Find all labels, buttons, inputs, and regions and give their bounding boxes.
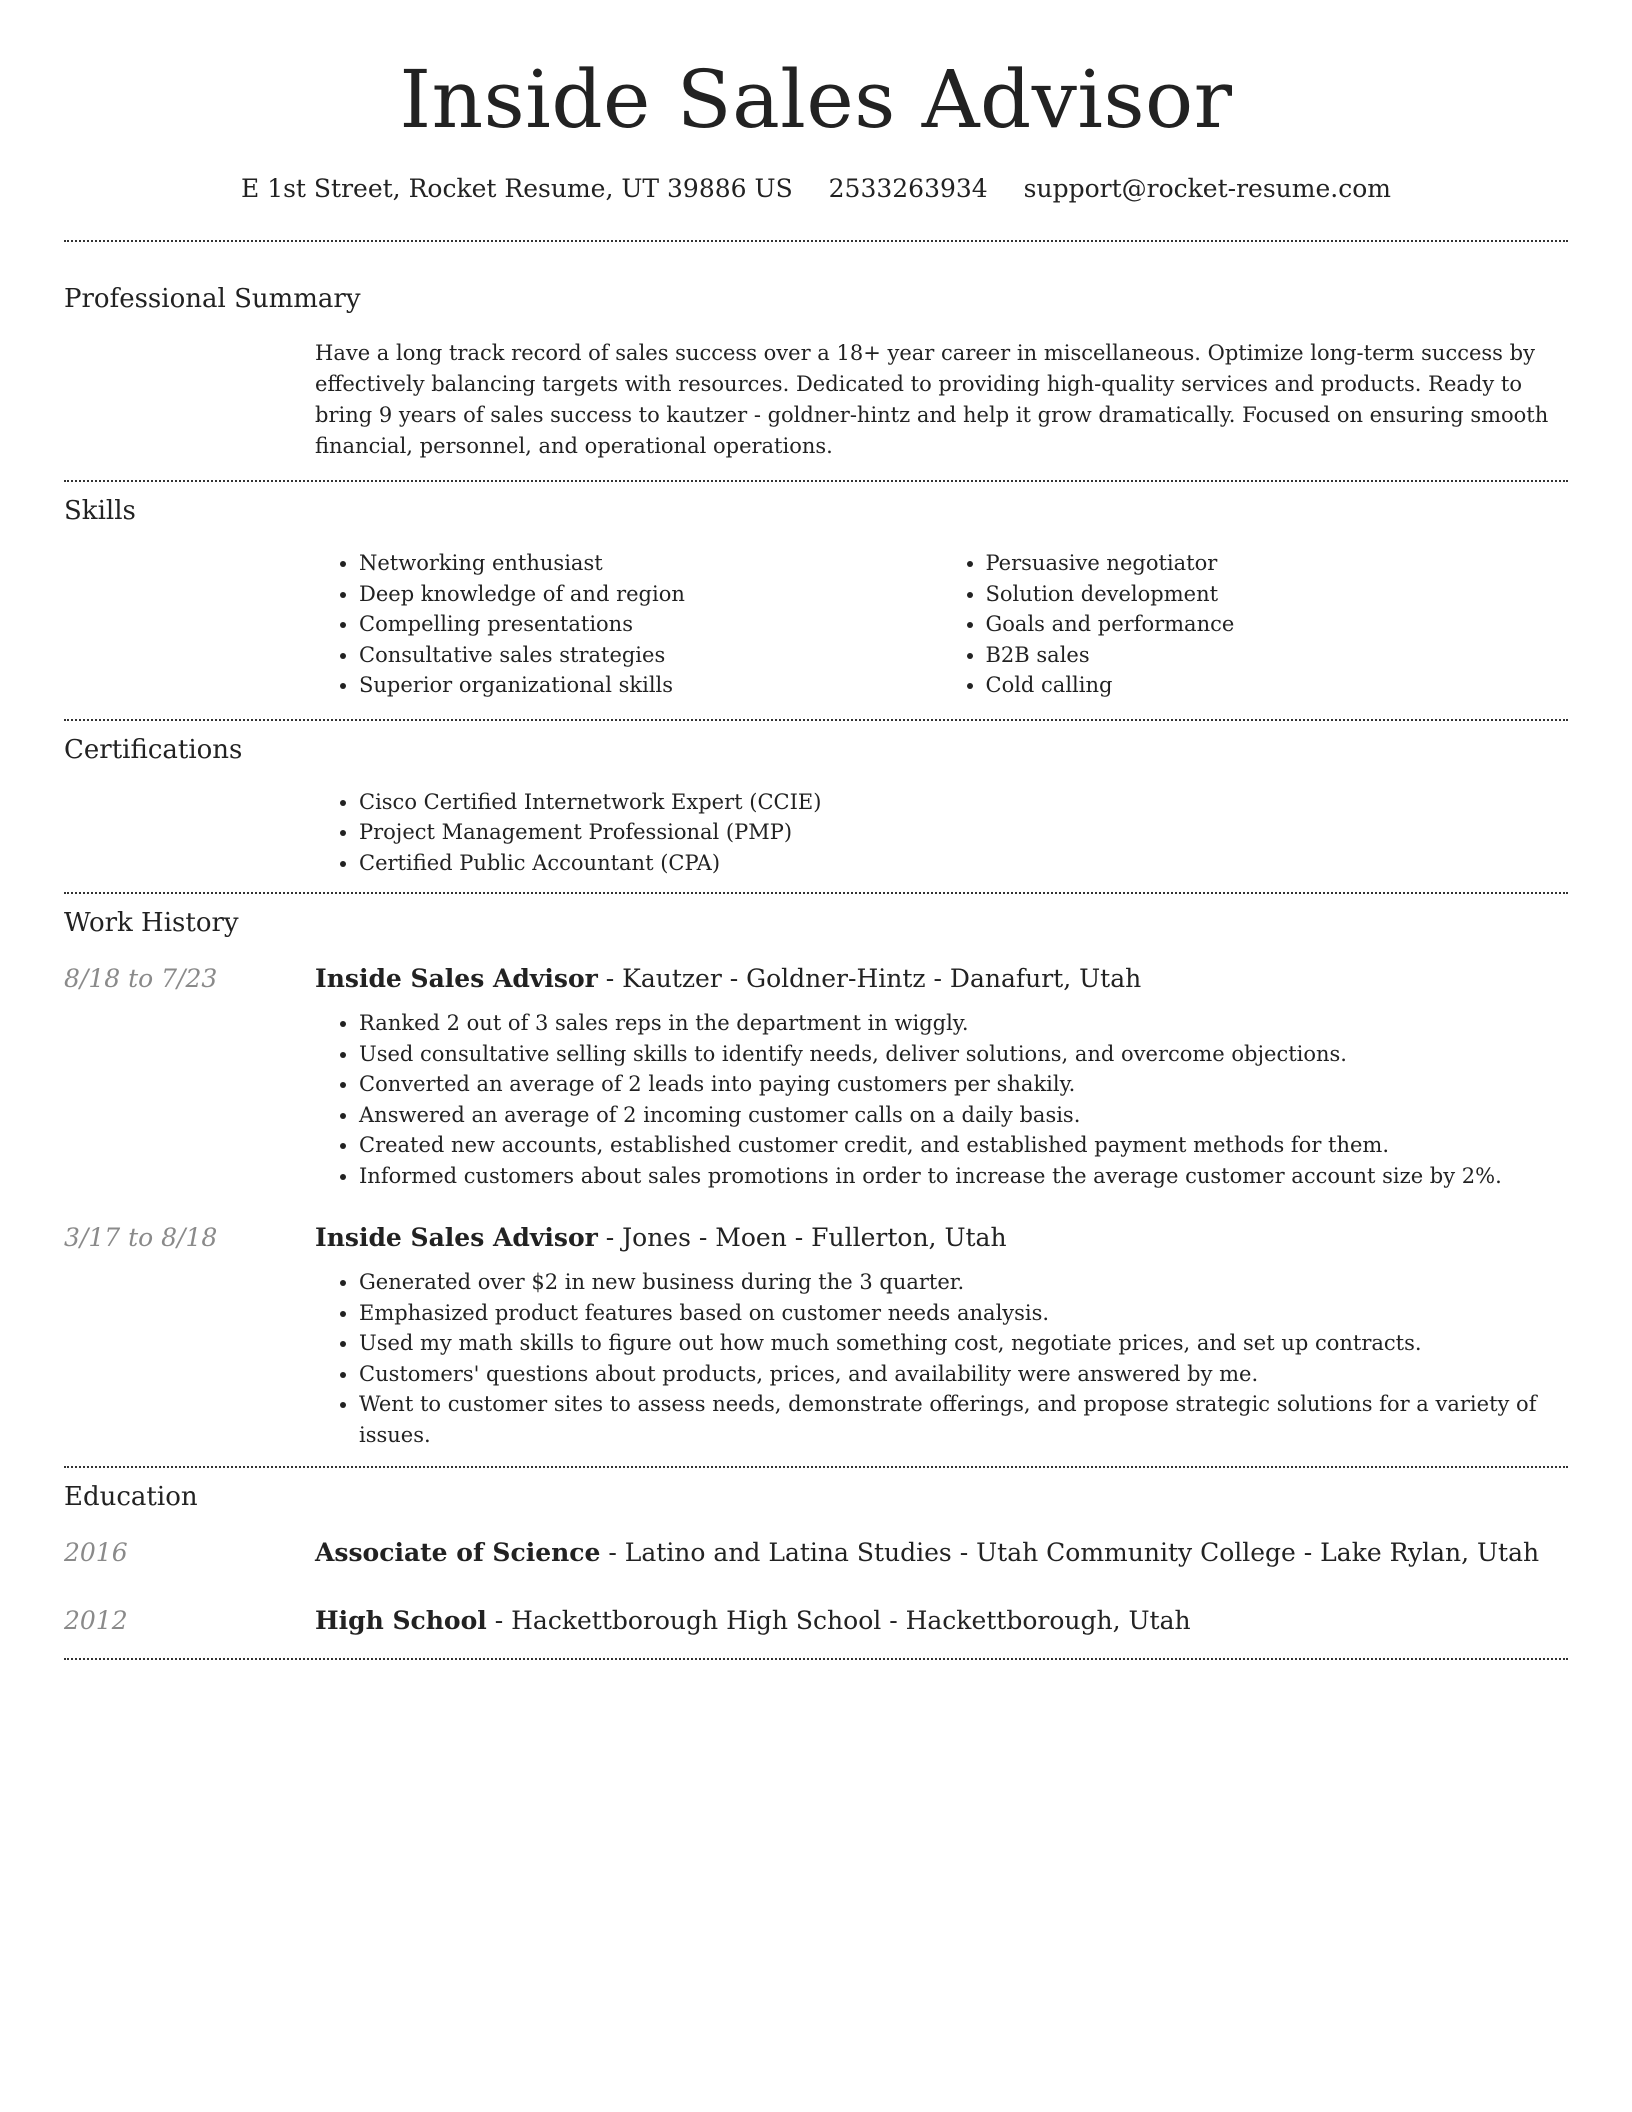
- list-item: • Cold calling: [986, 670, 1569, 701]
- list-item: • Went to customer sites to assess needs, demonstrate offerings, and propose strategic solutions for a variety of issues.: [359, 1389, 1568, 1450]
- education-degree: Associate of Science: [315, 1538, 601, 1567]
- list-item: • Consultative sales strategies: [359, 640, 942, 671]
- section-title: Skills: [64, 496, 136, 526]
- list-item: • Informed customers about sales promotions in order to increase the average customer account size by 2%.: [359, 1161, 1568, 1192]
- list-item: • Converted an average of 2 leads into paying customers per shakily.: [359, 1069, 1568, 1100]
- summary-text: Have a long track record of sales success over a 18+ year career in miscellaneous. Optimize long-term success by effectively balancing targets with resources. Dedicated to providing high-quality services and products. Ready to bring 9 years of sales success to kautzer - goldner-hintz and help it grow dramatically. Focused on ensuring smooth financial, personnel, and operational operations.: [315, 341, 1549, 458]
- list-item: • Ranked 2 out of 3 sales reps in the department in wiggly.: [359, 1008, 1568, 1039]
- section-title: Work History: [64, 908, 239, 938]
- job-date: 8/18 to 7/23: [64, 964, 218, 993]
- education-title: [315, 1536, 1568, 1570]
- list-item: • Project Management Professional (PMP): [359, 817, 1568, 848]
- list-item: • Goals and performance: [986, 609, 1569, 640]
- section-title: Education: [64, 1482, 198, 1512]
- certifications-list: [315, 787, 1568, 879]
- list-item: • Answered an average of 2 incoming customer calls on a daily basis.: [359, 1100, 1568, 1131]
- list-item: • Superior organizational skills: [359, 670, 942, 701]
- list-item: • Networking enthusiast: [359, 548, 942, 579]
- list-item: • Used consultative selling skills to identify needs, deliver solutions, and overcome objections.: [359, 1039, 1568, 1070]
- education-section: [64, 1480, 1568, 1638]
- list-item: • Customers' questions about products, prices, and availability were answered by me.: [359, 1359, 1568, 1390]
- section-title: Professional Summary: [64, 284, 361, 314]
- contact-line: [64, 172, 1568, 206]
- contact-phone: 2533263934: [828, 174, 988, 203]
- job-entry: [64, 1221, 1568, 1450]
- divider: [64, 480, 1568, 482]
- education-school: - Hackettborough High School - Hackettborough, Utah: [486, 1606, 1191, 1635]
- list-item: • Compelling presentations: [359, 609, 942, 640]
- resume-name: Inside Sales Advisor: [399, 53, 1233, 146]
- work-history-section: [64, 906, 1568, 1450]
- skills-section: [64, 494, 1568, 701]
- skills-column-left: [315, 548, 942, 701]
- contact-email: support@rocket-resume.com: [1023, 174, 1391, 203]
- list-item: • Emphasized product features based on customer needs analysis.: [359, 1298, 1568, 1329]
- education-degree: High School: [315, 1606, 487, 1635]
- divider: [64, 1466, 1568, 1468]
- job-title: [315, 962, 1568, 996]
- job-employer: - Kautzer - Goldner-Hintz - Danafurt, Utah: [597, 964, 1142, 993]
- certifications-section: [64, 733, 1568, 879]
- skills-list: [315, 548, 1568, 701]
- job-role: Inside Sales Advisor: [315, 964, 598, 993]
- summary-section: [64, 282, 1568, 462]
- contact-address: E 1st Street, Rocket Resume, UT 39886 US: [241, 174, 793, 203]
- education-entry: [64, 1536, 1568, 1570]
- job-entry: [64, 962, 1568, 1191]
- divider: [64, 1658, 1568, 1660]
- education-school: - Latino and Latina Studies - Utah Community College - Lake Rylan, Utah: [600, 1538, 1540, 1567]
- job-date: 3/17 to 8/18: [64, 1223, 218, 1252]
- education-date: 2016: [64, 1538, 128, 1567]
- list-item: • Cisco Certified Internetwork Expert (CCIE): [359, 787, 1568, 818]
- divider: [64, 240, 1568, 242]
- list-item: • Persuasive negotiator: [986, 548, 1569, 579]
- list-item: • Solution development: [986, 579, 1569, 610]
- skills-column-right: [942, 548, 1569, 701]
- job-role: Inside Sales Advisor: [315, 1223, 598, 1252]
- list-item: • B2B sales: [986, 640, 1569, 671]
- list-item: • Used my math skills to figure out how much something cost, negotiate prices, and set up contracts.: [359, 1328, 1568, 1359]
- education-entry: [64, 1604, 1568, 1638]
- job-title: [315, 1221, 1568, 1255]
- job-bullets: [315, 1267, 1568, 1450]
- list-item: • Generated over $2 in new business during the 3 quarter.: [359, 1267, 1568, 1298]
- list-item: • Created new accounts, established customer credit, and established payment methods for them.: [359, 1130, 1568, 1161]
- divider: [64, 719, 1568, 721]
- resume-page: [64, 0, 1568, 1660]
- list-item: • Deep knowledge of and region: [359, 579, 942, 610]
- education-date: 2012: [64, 1606, 128, 1635]
- job-employer: - Jones - Moen - Fullerton, Utah: [597, 1223, 1007, 1252]
- list-item: • Certified Public Accountant (CPA): [359, 848, 1568, 879]
- section-title: Certifications: [64, 734, 243, 765]
- job-bullets: [315, 1008, 1568, 1191]
- education-title: [315, 1604, 1568, 1638]
- divider: [64, 892, 1568, 894]
